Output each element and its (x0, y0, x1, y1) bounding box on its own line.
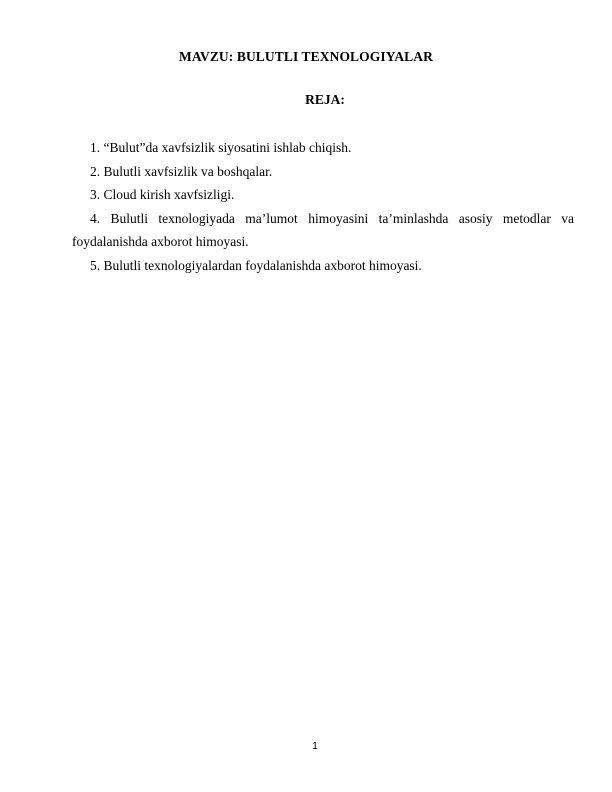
plan-heading: REJA: (305, 92, 345, 107)
plan-item-4-line-2: foydalanishda axborot himoyasi. (72, 234, 249, 249)
plan-list (72, 136, 574, 277)
plan-item-1: 1. “Bulut”da xavfsizlik siyosatini ishlab chiqish. (90, 140, 352, 155)
page-number: 1 (312, 741, 318, 752)
plan-item-5: 5. Bulutli texnologiyalardan foydalanishda axborot himoyasi. (90, 257, 422, 273)
document-title: MAVZU: BULUTLI TEXNOLOGIYALAR (179, 49, 433, 64)
plan-item-4-line-1: 4. Bulutli texnologiyada ma’lumot himoyasini ta’minlashda asosiy metodlar va (90, 210, 574, 226)
plan-item-2: 2. Bulutli xavfsizlik va boshqalar. (90, 163, 273, 179)
plan-item-4 (72, 207, 574, 254)
plan-item-3: 3. Cloud kirish xavfsizligi. (90, 187, 235, 202)
